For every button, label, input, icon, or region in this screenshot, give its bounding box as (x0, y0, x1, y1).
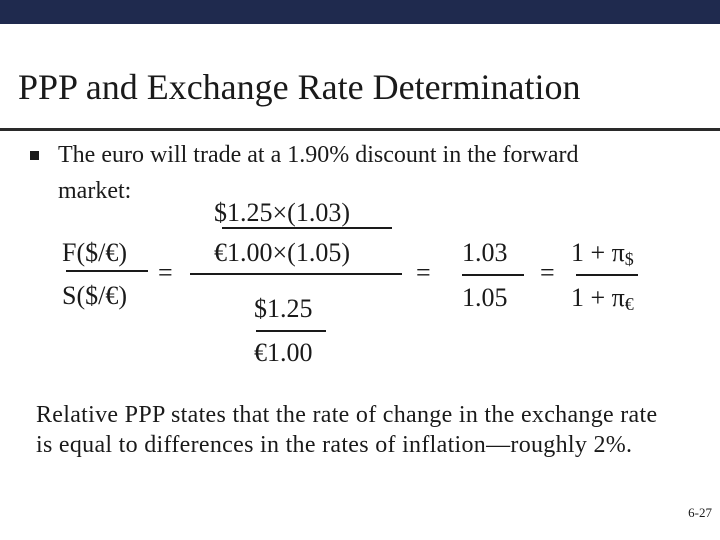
inflation-den-subscript: € (624, 294, 634, 314)
mid-num-bar (222, 227, 392, 229)
ratio-denominator: 1.05 (462, 283, 508, 312)
slide-number: 6-27 (688, 505, 712, 520)
inflation-num-subscript: $ (624, 249, 634, 269)
bullet-square-icon (30, 151, 39, 160)
inflation-denominator (571, 283, 634, 314)
equals-sign-3: = (540, 258, 555, 287)
explanation-paragraph: Relative PPP states that the rate of change in the exchange rate is equal to differences in the rates of inflation—roughly 2%. (36, 402, 658, 458)
main-fraction-bar (190, 273, 402, 275)
inflation-fraction-bar (576, 274, 638, 276)
title-divider (0, 128, 720, 131)
lhs-numerator: F($/€) (62, 238, 127, 267)
mid-den-top: $1.25 (254, 294, 313, 323)
mid-num-bottom: €1.00×(1.05) (214, 238, 350, 267)
inflation-num-base: 1 + π (571, 238, 625, 267)
equals-sign-2: = (416, 258, 431, 287)
lhs-denominator: S($/€) (62, 281, 127, 310)
equals-sign-1: = (158, 258, 173, 287)
top-bar (0, 0, 720, 24)
slide-title: PPP and Exchange Rate Determination (18, 67, 581, 107)
ratio-fraction-bar (462, 274, 524, 276)
bullet-text-line1: The euro will trade at a 1.90% discount in the forward (58, 142, 579, 168)
ratio-numerator: 1.03 (462, 238, 508, 267)
mid-num-top: $1.25×(1.03) (214, 198, 350, 227)
mid-den-bottom: €1.00 (254, 338, 313, 367)
inflation-den-base: 1 + π (571, 283, 625, 312)
inflation-numerator (571, 238, 634, 269)
lhs-fraction-bar (66, 270, 148, 272)
mid-den-bar (256, 330, 326, 332)
bullet-text-line2: market: (58, 178, 132, 204)
